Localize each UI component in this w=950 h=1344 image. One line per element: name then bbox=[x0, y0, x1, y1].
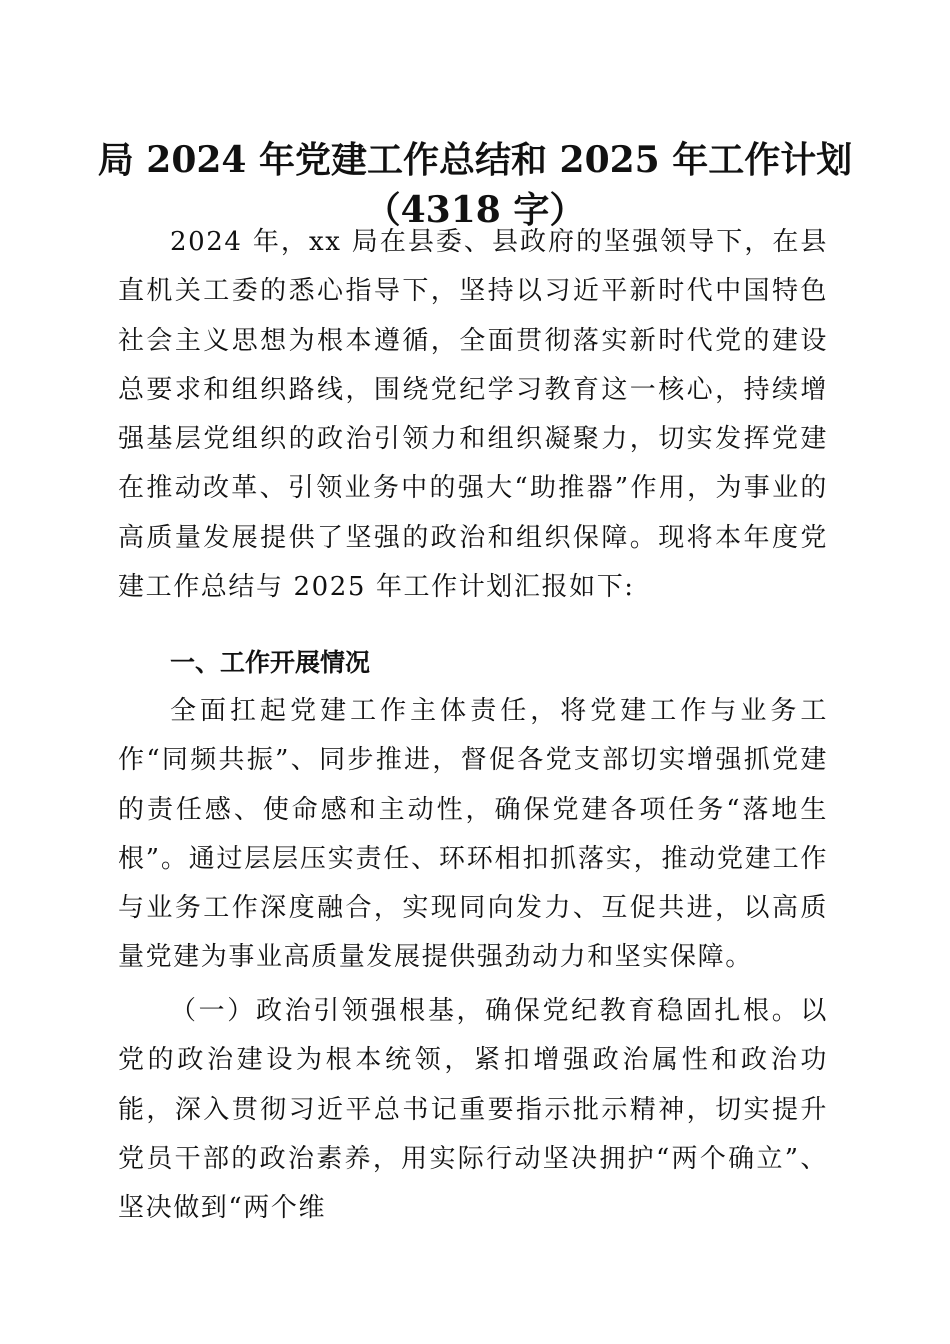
body-paragraph: 全面扛起党建工作主体责任，将党建工作与业务工作“同频共振”、同步推进，督促各党支部切实增强抓党建的责任感、使命感和主动性，确保党建各项任务“落地生根”。通过层层压实责任、环环相扣抓落实，推动党建工作与业务工作深度融合，实现同向发力、互促共进，以高质量党建为事业高质量发展提供强劲动力和坚实保障。 bbox=[118, 696, 828, 973]
intro-paragraph: 2024 年，xx 局在县委、县政府的坚强领导下，在县直机关工委的悉心指导下，坚持以习近平新时代中国特色社会主义思想为根本遵循，全面贯彻落实新时代党的建设总要求和组织路线，围绕党纪学习教育这一核心，持续增强基层党组织的政治引领力和组织凝聚力，切实发挥党建在推动改革、引领业务中的强大“助推器”作用，为事业的高质量发展提供了坚强的政治和组织保障。现将本年度党建工作总结与 2025 年工作计划汇报如下: bbox=[118, 227, 828, 603]
body-paragraph: （一）政治引领强根基，确保党纪教育稳固扎根。以党的政治建设为根本统领，紧扣增强政治属性和政治功能，深入贯彻习近平总书记重要指示批示精神，切实提升党员干部的政治素养，用实际行动坚决拥护“两个确立”、坚决做到“两个维 bbox=[118, 996, 828, 1224]
document-word-count: （4318 字） bbox=[364, 189, 586, 231]
document-title: 局 2024 年党建工作总结和 2025 年工作计划 bbox=[97, 139, 853, 181]
section-heading: 一、工作开展情况 bbox=[170, 648, 371, 677]
